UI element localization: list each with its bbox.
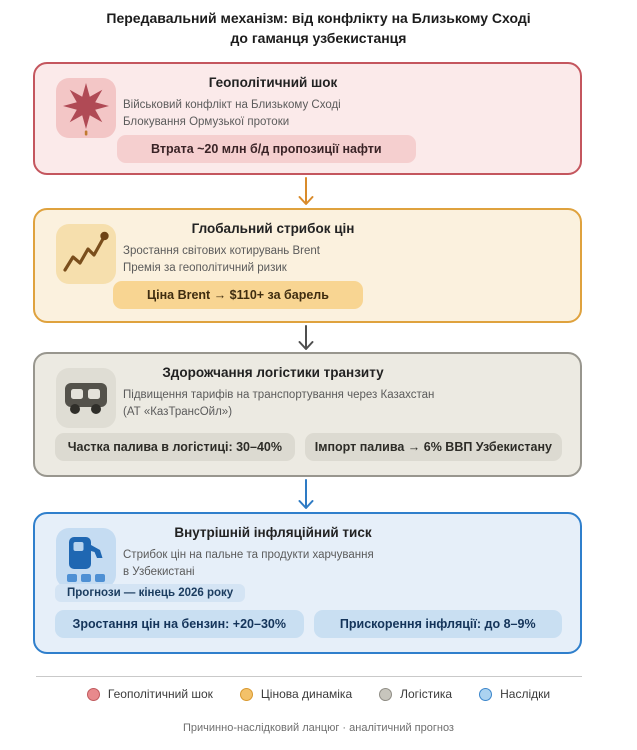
node-geopolitical-shock	[33, 62, 582, 175]
flow-arrow-down-3	[296, 479, 316, 510]
node-description	[123, 97, 341, 131]
node-line: Премія за геополітичний ризик	[123, 262, 287, 274]
metric-badge-gasoline-prices: Зростання цін на бензин: +20–30%	[55, 610, 304, 638]
explosion-icon	[56, 78, 116, 138]
legend-label: Логістика	[400, 687, 453, 701]
node-global-price-jump	[33, 208, 582, 323]
metric-badge-fuel-share: Частка палива в логістиці: 30–40%	[55, 433, 295, 461]
page-title-line1: Передавальний механізм: від конфлікту на Близькому Сході	[106, 10, 531, 26]
legend	[0, 687, 637, 701]
flow-arrow-down-2	[296, 325, 316, 351]
legend-label: Геополітичний шок	[107, 687, 213, 701]
explosion-icon-tile	[56, 78, 116, 138]
legend-dot-red	[87, 688, 100, 701]
metric-badge-row	[55, 610, 562, 638]
node-transit-logistics	[33, 352, 582, 477]
trend-up-icon	[56, 224, 116, 284]
node-line: Стрибок цін на пальне та продукти харчування	[123, 549, 374, 561]
legend-dot-orange	[240, 688, 253, 701]
node-domestic-inflation	[33, 512, 582, 654]
footer-caption: Причинно-наслідковий ланцюг · аналітичний прогноз	[183, 722, 454, 734]
truck-icon	[56, 368, 116, 428]
metric-badge-row	[55, 433, 562, 461]
legend-dot-blue	[479, 688, 492, 701]
metric-badge-oil-supply-loss: Втрата ~20 млн б/д пропозиції нафти	[117, 135, 416, 163]
node-title: Здорожчання логістики транзиту	[162, 365, 384, 380]
trend-up-icon-tile	[56, 224, 116, 284]
flow-arrow-down-1	[296, 177, 316, 206]
node-title: Геополітичний шок	[208, 75, 338, 90]
legend-item-logistics	[379, 687, 452, 701]
legend-label: Цінова динаміка	[260, 687, 353, 701]
node-line: (АТ «КазТрансОйл»)	[123, 406, 233, 418]
fuel-pump-icon	[56, 528, 116, 588]
fuel-pump-icon-tile	[56, 528, 116, 588]
legend-divider	[36, 676, 582, 677]
truck-icon-tile	[56, 368, 116, 428]
node-line: Блокування Ормузької протоки	[123, 116, 290, 128]
node-description	[123, 243, 320, 277]
node-line: Зростання світових котирувань Brent	[123, 245, 320, 257]
page-title	[0, 8, 637, 48]
node-line: в Узбекистані	[123, 566, 195, 578]
forecast-note-badge: Прогнози — кінець 2026 року	[55, 584, 245, 602]
legend-item-impact	[479, 687, 550, 701]
legend-dot-gray	[379, 688, 392, 701]
node-description	[123, 387, 434, 421]
legend-item-shock	[87, 687, 213, 701]
legend-item-price	[240, 687, 352, 701]
node-title: Глобальний стрибок цін	[191, 221, 355, 236]
metric-badge-inflation: Прискорення інфляції: до 8–9%	[314, 610, 563, 638]
node-line: Військовий конфлікт на Близькому Сході	[123, 99, 341, 111]
legend-label: Наслідки	[500, 687, 551, 701]
metric-badge-fuel-import: Імпорт палива → 6% ВВП Узбекистану	[305, 433, 562, 461]
node-title: Внутрішній інфляційний тиск	[174, 525, 372, 540]
node-description	[123, 547, 374, 581]
node-line: Підвищення тарифів на транспортування через Казахстан	[123, 389, 435, 401]
metric-badge-brent-price: Ціна Brent → $110+ за барель	[113, 281, 363, 309]
page-title-line2: до гаманця узбекистанця	[230, 30, 407, 46]
